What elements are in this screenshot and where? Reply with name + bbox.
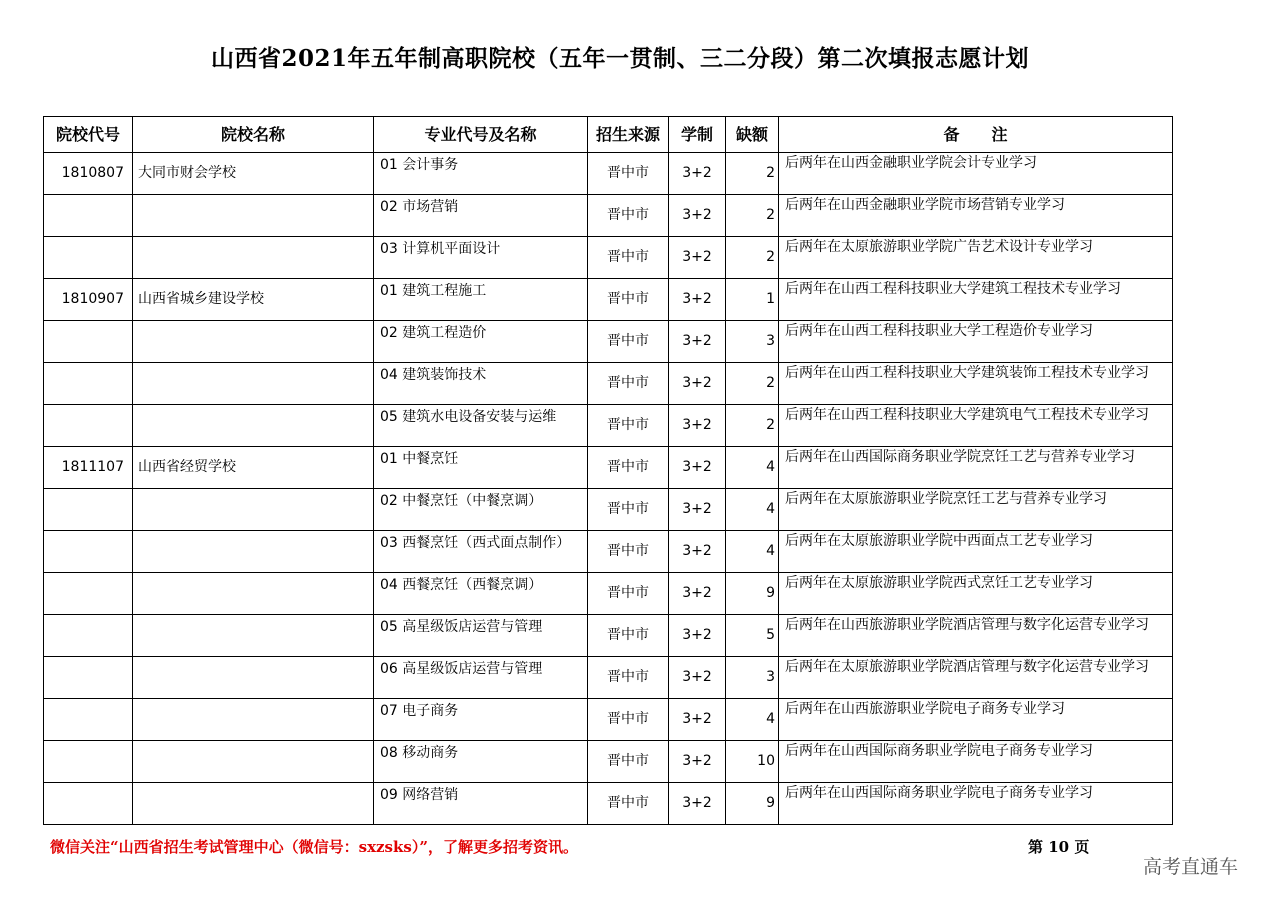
school-name-cell [133, 783, 374, 825]
table-row [44, 531, 1173, 573]
table-row [44, 741, 1173, 783]
table-row [44, 489, 1173, 531]
years-cell: 3+2 [669, 657, 726, 699]
source-cell: 晋中市 [588, 237, 669, 279]
vacancy-cell: 3 [726, 657, 779, 699]
school-name-cell [133, 195, 374, 237]
school-code-cell [44, 489, 133, 531]
table-row [44, 153, 1173, 195]
vacancy-cell: 4 [726, 447, 779, 489]
vacancy-cell: 9 [726, 573, 779, 615]
source-cell: 晋中市 [588, 531, 669, 573]
years-cell: 3+2 [669, 741, 726, 783]
page-number: 第 10 页 [1028, 838, 1090, 856]
source-cell: 晋中市 [588, 615, 669, 657]
school-code-cell [44, 573, 133, 615]
school-name-cell [133, 531, 374, 573]
vacancy-cell: 3 [726, 321, 779, 363]
table-row [44, 615, 1173, 657]
table-row [44, 321, 1173, 363]
school-name-cell [133, 615, 374, 657]
table-row [44, 783, 1173, 825]
school-code-cell [44, 783, 133, 825]
school-code-cell [44, 531, 133, 573]
vacancy-cell: 4 [726, 531, 779, 573]
vacancy-cell: 4 [726, 699, 779, 741]
table-row [44, 363, 1173, 405]
school-name-cell [133, 699, 374, 741]
years-cell: 3+2 [669, 783, 726, 825]
major-cell: 05 高星级饭店运营与管理 [374, 615, 588, 657]
major-cell: 04 建筑装饰技术 [374, 363, 588, 405]
school-name-cell [133, 741, 374, 783]
source-cell: 晋中市 [588, 363, 669, 405]
school-name-cell [133, 657, 374, 699]
source-cell: 晋中市 [588, 279, 669, 321]
vacancy-cell: 5 [726, 615, 779, 657]
note-cell: 后两年在太原旅游职业学院酒店管理与数字化运营专业学习 [779, 657, 1173, 699]
school-name-cell: 山西省经贸学校 [133, 447, 374, 489]
header-major: 专业代号及名称 [374, 117, 588, 153]
school-code-cell [44, 321, 133, 363]
watermark: 高考直通车 [1143, 856, 1239, 878]
source-cell: 晋中市 [588, 783, 669, 825]
note-cell: 后两年在太原旅游职业学院烹饪工艺与营养专业学习 [779, 489, 1173, 531]
source-cell: 晋中市 [588, 447, 669, 489]
major-cell: 03 西餐烹饪（西式面点制作） [374, 531, 588, 573]
major-cell: 02 市场营销 [374, 195, 588, 237]
source-cell: 晋中市 [588, 741, 669, 783]
table-row [44, 573, 1173, 615]
school-name-cell [133, 321, 374, 363]
school-code-cell: 1810907 [44, 279, 133, 321]
school-code-cell [44, 699, 133, 741]
school-name-cell [133, 573, 374, 615]
vacancy-cell: 4 [726, 489, 779, 531]
note-cell: 后两年在山西工程科技职业大学建筑装饰工程技术专业学习 [779, 363, 1173, 405]
table-row [44, 447, 1173, 489]
vacancy-cell: 10 [726, 741, 779, 783]
source-cell: 晋中市 [588, 321, 669, 363]
note-cell: 后两年在山西国际商务职业学院烹饪工艺与营养专业学习 [779, 447, 1173, 489]
note-cell: 后两年在山西国际商务职业学院电子商务专业学习 [779, 741, 1173, 783]
source-cell: 晋中市 [588, 657, 669, 699]
school-name-cell: 大同市财会学校 [133, 153, 374, 195]
note-cell: 后两年在山西金融职业学院会计专业学习 [779, 153, 1173, 195]
school-name-cell: 山西省城乡建设学校 [133, 279, 374, 321]
school-code-cell [44, 363, 133, 405]
major-cell: 01 会计事务 [374, 153, 588, 195]
school-code-cell: 1811107 [44, 447, 133, 489]
major-cell: 01 中餐烹饪 [374, 447, 588, 489]
header-school-name: 院校名称 [133, 117, 374, 153]
vacancy-cell: 2 [726, 237, 779, 279]
note-cell: 后两年在太原旅游职业学院西式烹饪工艺专业学习 [779, 573, 1173, 615]
note-cell: 后两年在山西工程科技职业大学工程造价专业学习 [779, 321, 1173, 363]
years-cell: 3+2 [669, 237, 726, 279]
vacancy-cell: 2 [726, 153, 779, 195]
major-cell: 04 西餐烹饪（西餐烹调） [374, 573, 588, 615]
header-note: 备 注 [779, 117, 1173, 153]
years-cell: 3+2 [669, 321, 726, 363]
vacancy-cell: 2 [726, 195, 779, 237]
major-cell: 09 网络营销 [374, 783, 588, 825]
years-cell: 3+2 [669, 153, 726, 195]
note-cell: 后两年在太原旅游职业学院广告艺术设计专业学习 [779, 237, 1173, 279]
header-school-code: 院校代号 [44, 117, 133, 153]
note-cell: 后两年在山西金融职业学院市场营销专业学习 [779, 195, 1173, 237]
years-cell: 3+2 [669, 573, 726, 615]
vacancy-cell: 2 [726, 405, 779, 447]
source-cell: 晋中市 [588, 699, 669, 741]
note-cell: 后两年在山西国际商务职业学院电子商务专业学习 [779, 783, 1173, 825]
years-cell: 3+2 [669, 279, 726, 321]
school-name-cell [133, 363, 374, 405]
source-cell: 晋中市 [588, 573, 669, 615]
school-code-cell [44, 657, 133, 699]
header-source: 招生来源 [588, 117, 669, 153]
source-cell: 晋中市 [588, 195, 669, 237]
note-cell: 后两年在山西旅游职业学院电子商务专业学习 [779, 699, 1173, 741]
major-cell: 08 移动商务 [374, 741, 588, 783]
school-code-cell [44, 741, 133, 783]
school-code-cell [44, 195, 133, 237]
major-cell: 07 电子商务 [374, 699, 588, 741]
header-years: 学制 [669, 117, 726, 153]
major-cell: 03 计算机平面设计 [374, 237, 588, 279]
school-code-cell [44, 237, 133, 279]
years-cell: 3+2 [669, 195, 726, 237]
table-row [44, 405, 1173, 447]
major-cell: 02 建筑工程造价 [374, 321, 588, 363]
enrollment-plan-table [43, 116, 1173, 825]
header-vacancy: 缺额 [726, 117, 779, 153]
major-cell: 02 中餐烹饪（中餐烹调） [374, 489, 588, 531]
note-cell: 后两年在太原旅游职业学院中西面点工艺专业学习 [779, 531, 1173, 573]
years-cell: 3+2 [669, 615, 726, 657]
years-cell: 3+2 [669, 531, 726, 573]
years-cell: 3+2 [669, 363, 726, 405]
major-cell: 06 高星级饭店运营与管理 [374, 657, 588, 699]
wechat-notice: 微信关注“山西省招生考试管理中心（微信号：sxzsks）”，了解更多招考资讯。 [50, 838, 578, 856]
school-code-cell: 1810807 [44, 153, 133, 195]
major-cell: 01 建筑工程施工 [374, 279, 588, 321]
school-code-cell [44, 405, 133, 447]
source-cell: 晋中市 [588, 405, 669, 447]
table-row [44, 657, 1173, 699]
source-cell: 晋中市 [588, 489, 669, 531]
major-cell: 05 建筑水电设备安装与运维 [374, 405, 588, 447]
vacancy-cell: 2 [726, 363, 779, 405]
page-title: 山西省2021年五年制高职院校（五年一贯制、三二分段）第二次填报志愿计划 [210, 45, 1029, 72]
years-cell: 3+2 [669, 489, 726, 531]
table-row [44, 279, 1173, 321]
school-name-cell [133, 405, 374, 447]
vacancy-cell: 1 [726, 279, 779, 321]
school-name-cell [133, 237, 374, 279]
school-name-cell [133, 489, 374, 531]
table-row [44, 237, 1173, 279]
note-cell: 后两年在山西工程科技职业大学建筑工程技术专业学习 [779, 279, 1173, 321]
vacancy-cell: 9 [726, 783, 779, 825]
note-cell: 后两年在山西旅游职业学院酒店管理与数字化运营专业学习 [779, 615, 1173, 657]
years-cell: 3+2 [669, 699, 726, 741]
school-code-cell [44, 615, 133, 657]
table-row [44, 195, 1173, 237]
years-cell: 3+2 [669, 405, 726, 447]
years-cell: 3+2 [669, 447, 726, 489]
note-cell: 后两年在山西工程科技职业大学建筑电气工程技术专业学习 [779, 405, 1173, 447]
table-header-row [44, 117, 1173, 153]
source-cell: 晋中市 [588, 153, 669, 195]
table-row [44, 699, 1173, 741]
